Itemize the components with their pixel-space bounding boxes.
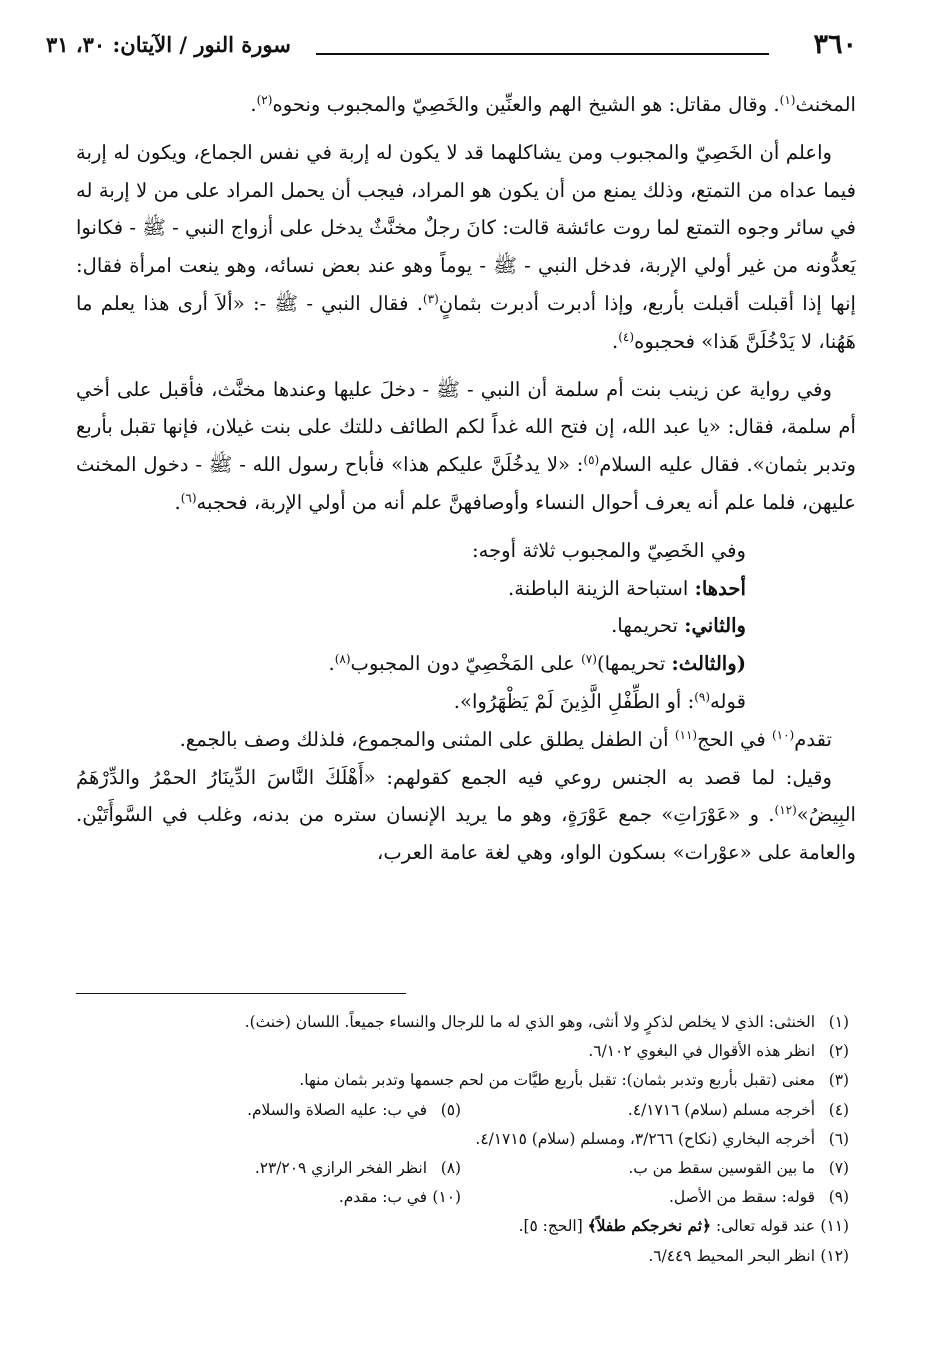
item-label: (والثالث: <box>671 652 746 676</box>
text-run: أن الطفل يطلق على المثنى والمجموع، فلذلك وصف بالجمع. <box>179 727 675 751</box>
paragraph <box>76 721 856 759</box>
text-run: . <box>250 93 257 116</box>
text-run: . وقال مقاتل: هو الشيخ الهم والعنِّين والخَصِيّ والمجبوب ونحوه <box>272 93 780 116</box>
text-run: المخنث <box>795 93 856 116</box>
footnote-text: أخرجه مسلم (سلام) ٤/١٧١٦. <box>627 1100 815 1119</box>
list-item <box>76 607 856 645</box>
footnote-pair <box>76 1096 849 1125</box>
footnote-ref: (١١) <box>674 727 698 742</box>
footnote-ref: (٧) <box>581 652 597 667</box>
text-run: تحريمها) <box>596 652 672 676</box>
footnote-text: أخرجه البخاري (نكاح) ٣/٢٦٦، ومسلم (سلام) ٤/١٧١٥. <box>475 1129 815 1148</box>
header-title: سورة النور / الآيتان: ٣٠، ٣١ <box>46 32 291 57</box>
text-run: . <box>612 329 619 353</box>
footnote-text: انظر البحر المحيط ٦/٤٤٩. <box>648 1246 815 1265</box>
footnote-text: [الحج: ٥]. <box>518 1217 588 1236</box>
list-item <box>76 645 856 683</box>
footnote-ref: (٤) <box>618 329 635 344</box>
footnote-text: معنى (تقبل بأربع وتدبر بثمان): تقبل بأربع طيَّات من لحم جسمها وتدبر بثمان منها. <box>299 1071 815 1090</box>
text-run: . فقال النبي - ﷺ -: «ألاَ أرى هذا يعلم ما هَهُنا، لا يَدْخُلَنَّ هَذا» فحجبوه <box>76 291 856 353</box>
quran-quote: ﴿ثم نخرجكم طفلاً﴾ <box>587 1217 712 1236</box>
paragraph <box>76 134 856 361</box>
paragraph <box>76 371 856 522</box>
footnote-ref: (٥) <box>583 453 600 468</box>
paragraph: وفي الخَصِيّ والمجبوب ثلاثة أوجه: <box>471 538 746 562</box>
footnote-ref: (٣) <box>422 291 439 306</box>
text-run: تحريمها. <box>611 614 685 638</box>
text-run: في الحج <box>697 727 772 751</box>
footnote-number: (٨) <box>440 1159 461 1178</box>
footnote <box>76 1125 849 1154</box>
footnote-number: (٧) <box>828 1159 849 1178</box>
list-item <box>76 570 856 608</box>
text-run: : «لا يدخُلَنَّ عليكم هذا» فأباح رسول الله - ﷺ - دخول المخنث عليهن، فلما علم أنه يعرف أحوال النساء وأوصافهنَّ علم أنه من أولي الإربة، فحجبه <box>76 453 856 514</box>
text-run: وفي رواية عن زينب بنت أم سلمة أن النبي - ﷺ - دخلَ عليها وعندها مخنَّث، فأقبل على أخي أم سلمة، فقال: «يا عبد الله، إن فتح الله غداً لكم الطائف دللتك على بنت غيلان، فإنها تقبل بأربع وتدبر بثمان». فقال عليه السلام <box>76 377 856 477</box>
footnote-text: عند قوله تعالى: <box>711 1217 815 1236</box>
item-label: والثاني: <box>684 614 746 638</box>
footnote-text: ما بين القوسين سقط من ب. <box>628 1159 815 1178</box>
footnote-number: (٣) <box>828 1071 849 1090</box>
footnote <box>76 1242 849 1271</box>
footnote-ref: (١) <box>779 93 796 107</box>
footnote-number: (٩) <box>828 1188 849 1207</box>
main-text <box>76 86 856 872</box>
text-run: : أو الطِّفْلِ الَّذِينَ لَمْ يَظْهَرُوا». <box>453 689 695 713</box>
footnote-ref: (٨) <box>334 652 351 667</box>
footnote-text: الخنثى: الذي لا يخلص لذكرٍ ولا أنثى، وهو الذي له ما للرجال والنساء جميعاً. اللسان (خنث). <box>244 1013 815 1031</box>
footnotes <box>76 1008 849 1271</box>
footnote-ref: (٢) <box>256 93 273 107</box>
paragraph <box>76 86 856 124</box>
footnote-ref: (٩) <box>694 689 711 704</box>
text-run: . و «عَوْرَاتِ» جمع عَوْرَةٍ، وهو ما يريد الإنسان ستره من بدنه، وغلب في السَّوأَتَيْن. والعامة على «عوْرات» بسكون الواو، وهي لغة عامة العرب، <box>76 803 856 865</box>
text-run: استباحة الزينة الباطنة. <box>508 576 695 600</box>
item-label: أحدها: <box>694 576 746 600</box>
text-run: . <box>174 490 181 514</box>
footnote-number: (٤) <box>828 1100 849 1119</box>
text-run: تقدم <box>794 727 832 751</box>
footnote-number: (١١) <box>820 1217 849 1236</box>
paragraph <box>76 759 856 872</box>
footnote-number: (٥) <box>440 1100 461 1119</box>
footnote-text: انظر هذه الأقوال في البغوي ٦/١٠٢. <box>588 1042 815 1061</box>
footnote-pair <box>76 1154 849 1183</box>
footnote-text: في ب: عليه الصلاة والسلام. <box>247 1100 427 1119</box>
footnote-number: (١) <box>828 1013 849 1031</box>
footnote-ref: (١٢) <box>774 803 797 818</box>
footnote-number: (٦) <box>828 1129 849 1148</box>
footnote <box>76 1037 849 1066</box>
footnote-ref: (١٠) <box>771 727 795 742</box>
footnote-number: (١٢) <box>820 1246 849 1265</box>
footnote-text: في ب: مقدم. <box>338 1188 427 1207</box>
footnote <box>76 1066 849 1095</box>
footnote-number: (١٠) <box>432 1188 461 1207</box>
text-run: قوله <box>710 689 746 713</box>
text-run: على المَخْصِيّ دون المجبوب <box>350 652 582 676</box>
footnote-separator <box>76 993 406 994</box>
page-number: ٣٦٠ <box>813 29 857 60</box>
footnote-ref: (٦) <box>180 490 197 505</box>
text-run: وقيل: لما قصد به الجنس روعي فيه الجمع كقولهم: «أَهْلَكَ النَّاسَ الدِّينَارُ الحمْرُ والدِّرْهَمُ البِيضُ» <box>76 765 856 827</box>
footnote-text: انظر الفخر الرازي ٢٣/٢٠٩. <box>254 1159 427 1178</box>
footnote-number: (٢) <box>828 1042 849 1061</box>
header-rule <box>316 53 769 55</box>
footnote <box>76 1212 849 1241</box>
paragraph <box>76 683 856 721</box>
text-run: واعلم أن الخَصِيّ والمجبوب ومن يشاكلهما قد لا يكون له إربة في نفس الجماع، ويكون له إربة فيما عداه من التمتع، وذلك يمنع من أن يكون هو المراد، فيجب أن يحمل المراد على من لا إربة له في سائر وجوه التمتع لما روت عائشة قالت: كانَ رجلٌ مخنَّثٌ يدخل على أزواج النبي - ﷺ - فكانوا يَعدُّونه من غير أولي الإربة، فدخل النبي - ﷺ - يوماً وهو عند بعض نسائه، وهو ينعت امرأة فقال: إنها إذا أقبلت أقبلت بأربع، وإذا أدبرت أدبرت بثمانٍ <box>75 140 856 315</box>
text-run: . <box>328 652 335 676</box>
footnote-text: قوله: سقط من الأصل. <box>668 1188 815 1207</box>
page-header <box>46 28 857 62</box>
footnote-pair <box>76 1183 849 1212</box>
footnote <box>76 1008 849 1037</box>
